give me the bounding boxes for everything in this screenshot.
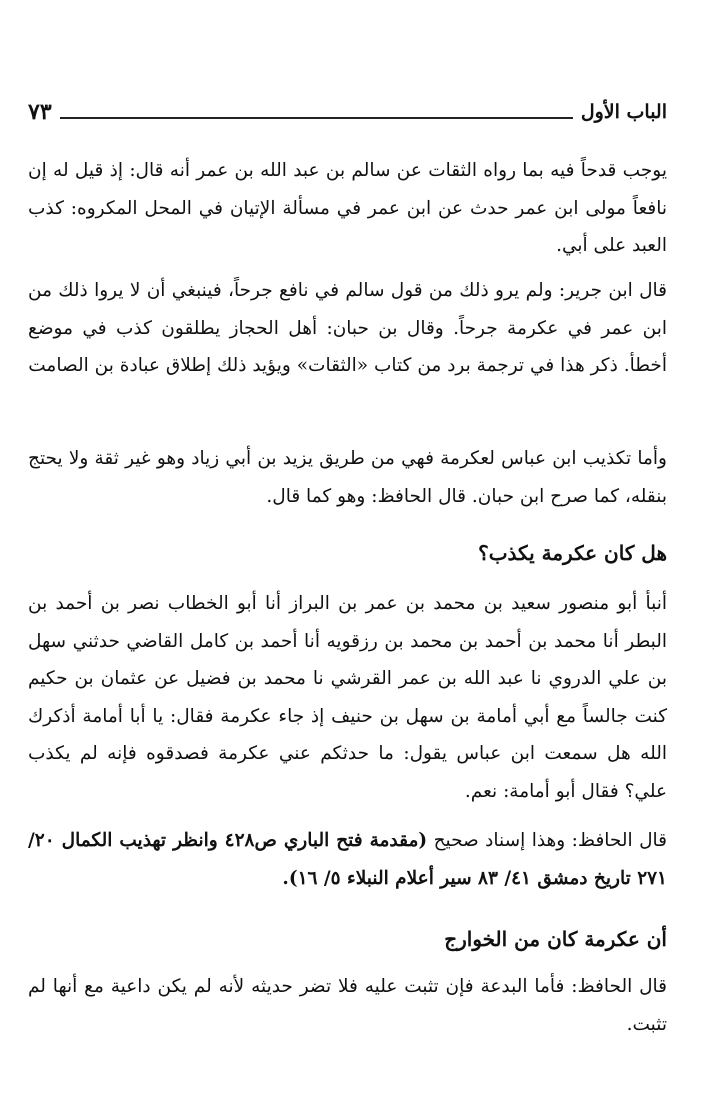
page-number: ٧٣ — [28, 99, 52, 125]
header-rule — [60, 117, 573, 119]
paragraph-2: قال ابن جرير: ولم يرو ذلك من قول سالم في نافع جرحاً، فينبغي أن لا يروا ذلك من ابن عمر في عكرمة جرحاً. وقال بن حبان: أهل الحجاز يطلقون كذب في موضع أخطأ. ذكر هذا في ترجمة برد من كتاب «الثقات» ويؤيد ذلك إطلاق عبادة بن الصامت — [28, 280, 667, 376]
section-heading-1: هل كان عكرمة يكذب؟ — [478, 541, 667, 565]
paragraph-5 — [28, 822, 667, 897]
paragraph-5-text: قال الحافظ: وهذا إسناد صحيح — [427, 830, 667, 851]
paragraph-5-citation: (مقدمة فتح الباري ص٤٢٨ وانظر تهذيب الكمال ٢٠/ ٢٧١ تاريخ دمشق ٤١/ ٨٣ سير أعلام النبلاء ٥/ ١٦). — [28, 830, 667, 889]
paragraph-6: قال الحافظ: فأما البدعة فإن تثبت عليه فلا تضر حديثه لأنه لم يكن داعية مع أنها لم تثبت. — [28, 976, 667, 1035]
running-title: الباب الأول — [580, 101, 667, 123]
section-heading-2: أن عكرمة كان من الخوارج — [444, 927, 667, 951]
page-header — [28, 90, 667, 124]
paragraph-4: أنبأ أبو منصور سعيد بن محمد بن عمر بن البراز أنا أبو الخطاب نصر بن أحمد بن البطر أنا محمد بن أحمد بن محمد بن رزقويه أنا أحمد بن كامل القاضي حدثني سهل بن علي الدروي نا عبد الله بن عمر القرشي نا محمد بن فضيل عن عثمان بن حكيم كنت جالساً مع أبي أمامة بن سهل بن حنيف إذ جاء عكرمة فقال: يا أبا أمامة أذكرك الله هل سمعت ابن عباس يقول: ما حدثكم عني عكرمة فصدقوه فإنه لم يكذب علي؟ فقال أبو أمامة: نعم. — [28, 593, 667, 802]
paragraph-1: يوجب قدحاً فيه بما رواه الثقات عن سالم بن عبد الله بن عمر أنه قال: إذ قيل له إن نافعاً مولى ابن عمر حدث عن ابن عمر في مسألة الإتيان في المحل المكروه: كذب العبد على أبي. — [28, 160, 667, 256]
paragraph-3: وأما تكذيب ابن عباس لعكرمة فهي من طريق يزيد بن أبي زياد وهو غير ثقة ولا يحتج بنقله، كما صرح ابن حبان. قال الحافظ: وهو كما قال. — [28, 448, 667, 507]
